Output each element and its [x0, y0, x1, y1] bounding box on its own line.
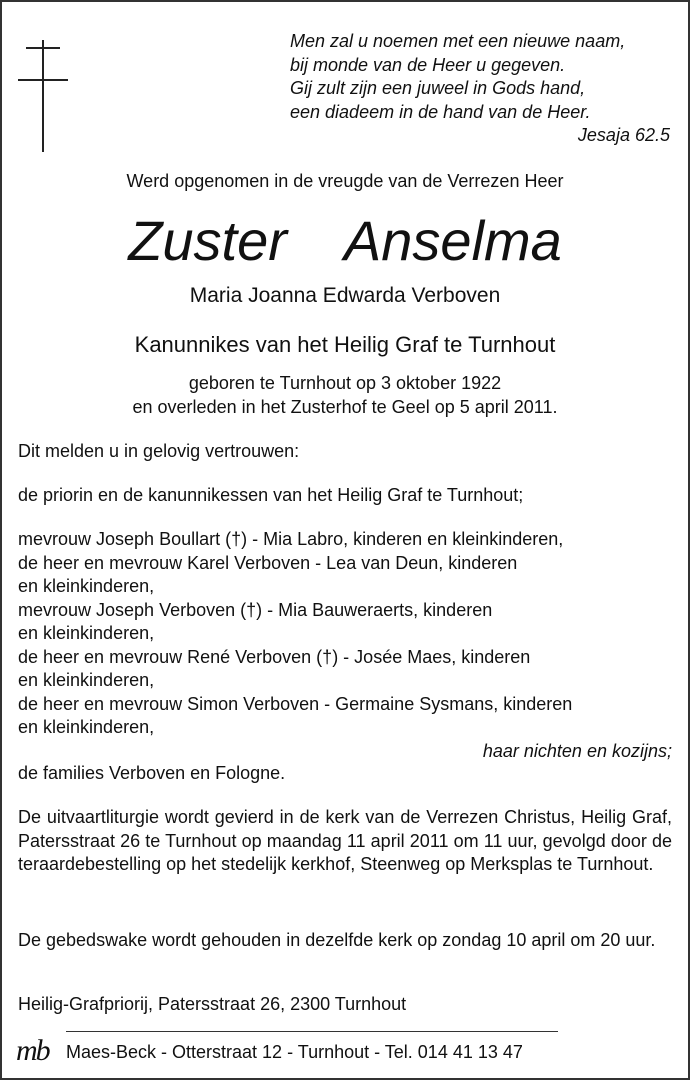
poem-reference: Jesaja 62.5: [577, 125, 670, 145]
poem-line: Gij zult zijn een juweel in Gods hand,: [290, 78, 586, 98]
cross-bar-main: [18, 79, 68, 81]
family-line: mevrouw Joseph Verboven (†) - Mia Bauweraerts, kinderen: [18, 599, 493, 620]
funeral-home-info: Maes-Beck - Otterstraat 12 - Turnhout - Tel. 014 41 13 47: [66, 1042, 523, 1062]
footer-divider: [66, 1031, 558, 1032]
religious-order: Kanunnikes van het Heilig Graf te Turnhout: [134, 332, 556, 357]
community: de priorin en de kanunnikessen van het Heilig Graf te Turnhout;: [18, 485, 524, 505]
family-line: en kleinkinderen,: [18, 670, 155, 690]
cross-bar-top: [26, 47, 60, 49]
family-line: en kleinkinderen,: [18, 623, 155, 643]
family-line: en kleinkinderen,: [18, 576, 155, 596]
family-line: de heer en mevrouw Karel Verboven - Lea van Deun, kinderen: [18, 552, 518, 573]
funeral-home-logo: mb: [16, 1034, 49, 1067]
family-relation: haar nichten en kozijns;: [482, 740, 672, 761]
poem-line: bij monde van de Heer u gegeven.: [290, 54, 566, 75]
address: Heilig-Grafpriorij, Patersstraat 26, 2300 Turnhout: [18, 994, 407, 1014]
deceased-name: Zuster Anselma: [128, 209, 562, 272]
poem-line: Men zal u noemen met een nieuwe naam,: [290, 31, 626, 51]
intro-text: Werd opgenomen in de vreugde van de Verrezen Heer: [126, 171, 564, 191]
families: de families Verboven en Fologne.: [18, 763, 286, 783]
family-line: mevrouw Joseph Boullart (†) - Mia Labro, kinderen en kleinkinderen,: [18, 529, 564, 549]
family-list: [18, 528, 672, 763]
family-line: de heer en mevrouw René Verboven (†) - Josée Maes, kinderen: [18, 646, 531, 667]
family-line: en kleinkinderen,: [18, 717, 155, 737]
death-line: en overleden in het Zusterhof te Geel op 5 april 2011.: [132, 397, 558, 417]
full-name: Maria Joanna Edwarda Verboven: [189, 284, 501, 307]
poem-line: een diadeem in de hand van de Heer.: [290, 101, 591, 122]
funeral-details: De uitvaartliturgie wordt gevierd in de kerk van de Verrezen Christus, Heilig Graf, Patersstraat 26 te Turnhout op maandag 11 april 2011 om 11 uur, gevolgd door de teraardebestelling op het stedelijk kerkhof, Steenweg op Merksplas te Turnhout.: [18, 807, 672, 874]
cross-vertical: [42, 40, 44, 152]
family-line: de heer en mevrouw Simon Verboven - Germaine Sysmans, kinderen: [18, 693, 573, 714]
announcement: Dit melden u in gelovig vertrouwen:: [18, 441, 300, 461]
vigil-details: De gebedswake wordt gehouden in dezelfde kerk op zondag 10 april om 20 uur.: [18, 930, 656, 950]
bible-quote: [290, 30, 670, 148]
birth-line: geboren te Turnhout op 3 oktober 1922: [188, 373, 502, 393]
